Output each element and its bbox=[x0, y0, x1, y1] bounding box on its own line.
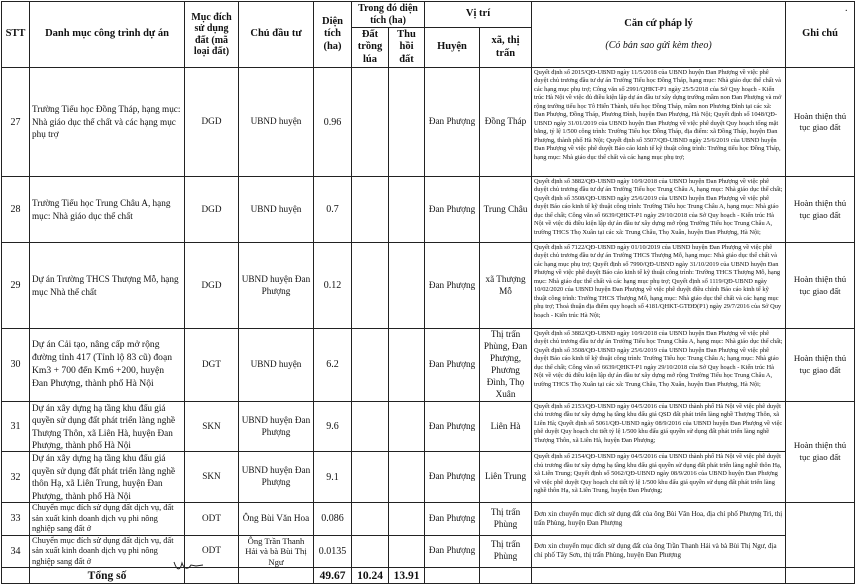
header-project-name: Danh mục công trình dự án bbox=[30, 2, 185, 68]
row-project-name: Trường Tiểu học Đồng Tháp, hạng mục: Nhà giáo dục thể chất và các hạng mục phụ trợ bbox=[30, 68, 185, 177]
row-note: Hoàn thiện thủ tục giao đất bbox=[786, 68, 855, 177]
row-recovered bbox=[389, 68, 425, 177]
header-in-which: Trong đó diện tích (ha) bbox=[352, 2, 425, 28]
row-commune: xã Thượng Mỗ bbox=[480, 243, 532, 329]
header-commune: xã, thị trấn bbox=[480, 28, 532, 68]
header-note: Ghi chú bbox=[786, 2, 855, 68]
row-recovered bbox=[389, 177, 425, 243]
table-row bbox=[2, 329, 855, 402]
row-district: Đan Phượng bbox=[425, 535, 480, 568]
row-note: Hoàn thiện thủ tục giao đất bbox=[786, 329, 855, 402]
row-note: Hoàn thiện thủ tục giao đất bbox=[786, 243, 855, 329]
row-area: 6.2 bbox=[314, 329, 352, 402]
row-investor: Ông Trần Thanh Hải và bà Bùi Thị Ngư bbox=[239, 535, 314, 568]
header-district: Huyện bbox=[425, 28, 480, 68]
table-row bbox=[2, 503, 855, 536]
row-district: Đan Phượng bbox=[425, 401, 480, 452]
row-rice bbox=[352, 401, 389, 452]
row-legal-basis: Quyết định số 7122/QĐ-UBND ngày 01/10/2019 của UBND huyện Đan Phượng về việc phê duyệt chủ trương đầu tư dự án Trường THCS Thượng Mỗ, hạng mục: Nhà giáo dục thể chất và các hạng mục phụ trợ; Quyết định số 7990/QĐ-UBND ngày 31/10/2019 của UBND huyện Đan Phượng về việc phê duyệt Báo cáo kinh tế kỹ thuật công trình: Trường THCS Thượng Mỗ, hạng mục: Nhà giáo dục thể chất và các hạng mục phụ trợ; Quyết định số 1119/QĐ-UBND ngày 10/02/2020 của UBND huyện Đan Phượng về việc phê duyệt điều chỉnh Báo cáo kinh tế kỹ thuật công trình: Trường THCS Thượng Mỗ, hạng mục: Nhà giáo dục thể chất và các hạng mục phụ trợ; Thoả thuận địa điểm quy hoạch số 4181/QHKT-GTĐĐ(P1) ngày 29/7/2016 của Sở Quy hoạch - Kiến trúc Hà Nội; bbox=[532, 243, 786, 329]
row-purpose: ODT bbox=[185, 535, 239, 568]
row-area: 0.7 bbox=[314, 177, 352, 243]
table-row bbox=[2, 452, 855, 503]
row-area: 0.96 bbox=[314, 68, 352, 177]
row-legal-basis: Quyết định số 3882/QĐ-UBND ngày 10/9/2018 của UBND huyện Đan Phượng về việc phê duyệt chủ trương đầu tư dự án Trường Tiểu học Trung Châu A, hạng mục: Nhà giáo dục thể chất; Quyết định số 3508/QĐ-UBND ngày 25/6/2019 của UBND huyện Đan Phượng về việc phê duyệt Báo cáo kinh tế kỹ thuật công trình: Trường Tiểu học Trung Châu A; hạng mục: Nhà giáo dục thể chất; Công văn số 6639/QHKT-P1 ngày 29/10/2018 của Sở Quy hoạch - Kiến trúc Hà Nội về việc đủ điều kiện lập dự án đầu tư xây dựng mở rộng Trường Tiểu học Trung Châu A, trường THCS Thọ Xuân tại các xã: Trung Châu, Thọ Xuân, huyện Đan Phượng, Hà Nội; bbox=[532, 329, 786, 402]
row-area: 0.086 bbox=[314, 503, 352, 536]
row-rice bbox=[352, 503, 389, 536]
row-stt: 29 bbox=[2, 243, 30, 329]
table-row bbox=[2, 243, 855, 329]
row-stt: 33 bbox=[2, 503, 30, 536]
row-legal-basis: Đơn xin chuyển mục đích sử dụng đất của ông Trần Thanh Hải và bà Bùi Thị Ngư, địa chỉ phố Tây Sơn, thị trấn Phùng, huyện Đan Phượng bbox=[532, 535, 786, 568]
row-commune: Liên Trung bbox=[480, 452, 532, 503]
row-investor: UBND huyện bbox=[239, 68, 314, 177]
row-stt: 27 bbox=[2, 68, 30, 177]
row-commune: Thị trấn Phùng, Đan Phượng, Phương Đình, Thọ Xuân bbox=[480, 329, 532, 402]
row-area: 0.0135 bbox=[314, 535, 352, 568]
row-purpose: SKN bbox=[185, 452, 239, 503]
row-investor: UBND huyện Đan Phượng bbox=[239, 243, 314, 329]
header-location: Vị trí bbox=[425, 2, 532, 28]
row-rice bbox=[352, 68, 389, 177]
row-commune: Liên Hà bbox=[480, 401, 532, 452]
row-recovered bbox=[389, 535, 425, 568]
table-row bbox=[2, 177, 855, 243]
row-project-name: Chuyển mục đích sử dụng đất dịch vụ, đất sản xuất kinh doanh dịch vụ phi nông nghiệp sang đất ở bbox=[30, 503, 185, 536]
row-district: Đan Phượng bbox=[425, 329, 480, 402]
row-area: 9.1 bbox=[314, 452, 352, 503]
header-investor: Chủ đầu tư bbox=[239, 2, 314, 68]
row-stt: 31 bbox=[2, 401, 30, 452]
row-recovered bbox=[389, 329, 425, 402]
row-district: Đan Phượng bbox=[425, 68, 480, 177]
row-legal-basis: Quyết định số 2154/QĐ-UBND ngày 04/5/2016 của UBND thành phố Hà Nội về việc phê duyệt chủ trương đầu tư xây dựng hạ tầng khu đấu giá quyền sử dụng đất phát triển làng nghề thôn Hạ, xã Liên Trung; Quyết định số 5062/QĐ-UBND ngày 08/9/2016 của UBND huyện Đan Phượng về việc phê duyệt Quy hoạch chi tiết tỷ lệ 1/500 khu đấu giá quyền sử dụng đất phát triển làng nghề thôn Hạ, xã Liên Trung, huyện Đan Phượng; bbox=[532, 452, 786, 503]
header-recovered-land: Thu hồi đất bbox=[389, 28, 425, 68]
row-rice bbox=[352, 243, 389, 329]
row-project-name: Dự án Trường THCS Thượng Mỗ, hạng mục Nhà thể chất bbox=[30, 243, 185, 329]
header-legal-subtitle: (Có bản sao gửi kèm theo) bbox=[605, 39, 712, 51]
total-area: 49.67 bbox=[314, 568, 352, 584]
header-stt: STT bbox=[2, 2, 30, 68]
row-note bbox=[786, 503, 855, 568]
header-purpose: Mục đích sử dụng đất (mã loại đất) bbox=[185, 2, 239, 68]
project-list-table bbox=[1, 1, 855, 584]
row-recovered bbox=[389, 452, 425, 503]
row-legal-basis: Quyết định số 2015/QĐ-UBND ngày 11/5/2018 của UBND huyện Đan Phượng về việc phê duyệt chủ trương đầu tư dự án Trường Tiểu học Đồng Tháp, hạng mục: Nhà giáo dục thể chất và các hạng mục phụ trợ; Công văn số 2991/QHKT-P1 ngày 25/5/2018 của Sở Quy hoạch - Kiến trúc Hà Nội về việc đủ điều kiện lập dự án đầu tư xây dựng trường mầm non Đan Phượng và mở rộng trường tiểu học Tô Hiến Thành, tiểu học Đồng Tháp, mầm non Phương Đình tại các xã: Đan Phượng, Đồng Tháp, Phương Đình, huyện Đan Phượng, Hà Nội; Quyết định số 1048/QĐ-UBND ngày 31/01/2019 của UBND huyện Đan Phượng về việc phê duyệt Quy hoạch tổng mặt bằng, tỷ lệ 1/500 công trình: Trường Tiểu học Đồng Tháp, địa điểm: xã Đồng Tháp, huyện Đan Phượng, thành phố Hà Nội; Quyết định số 3507/QĐ-UBND ngày 25/6/2019 của UBND huyện Đan Phượng về việc phê duyệt Báo cáo kinh tế kỹ thuật công trình: Trường tiểu học Đồng Tháp, hạng mục: Nhà giáo dục thể chất và các hạng mục phụ trợ; bbox=[532, 68, 786, 177]
row-commune: Trung Châu bbox=[480, 177, 532, 243]
row-area: 0.12 bbox=[314, 243, 352, 329]
row-note: Hoàn thiện thủ tục giao đất bbox=[786, 177, 855, 243]
header-area: Diện tích (ha) bbox=[314, 2, 352, 68]
row-legal-basis: Quyết định số 2153/QĐ-UBND ngày 04/5/2016 của UBND thành phố Hà Nội về việc phê duyệt chủ trương đầu tư xây dựng hạ tầng khu đấu giá QSD đất phát triển làng nghề Thượng Thôn, xã Liên Hà; Quyết định số 5061/QĐ-UBND ngày 08/9/2016 của UBND huyện Đan Phượng về việc phê duyệt Quy hoạch chi tiết tỷ lệ 1/500 khu đấu giá quyền sử dụng đất phát triển làng nghề Thượng Thôn, xã Liên Hà, huyện Đan Phượng; bbox=[532, 401, 786, 452]
row-legal-basis: Đơn xin chuyển mục đích sử dụng đất của ông Bùi Văn Hoa, địa chỉ phố Phượng Trì, thị trấn Phùng, huyện Đan Phượng bbox=[532, 503, 786, 536]
row-rice bbox=[352, 452, 389, 503]
row-purpose: DGT bbox=[185, 329, 239, 402]
row-project-name: Dự án xây dựng hạ tầng khu đấu giá quyền sử dụng đất phát triển làng nghề Thượng Thôn, xã Liên Hà, huyện Đan Phượng, thành phố Hà Nội bbox=[30, 401, 185, 452]
row-stt: 34 bbox=[2, 535, 30, 568]
row-purpose: DGD bbox=[185, 243, 239, 329]
total-label: Tổng số bbox=[30, 568, 185, 584]
row-district: Đan Phượng bbox=[425, 243, 480, 329]
total-rice: 10.24 bbox=[352, 568, 389, 584]
row-purpose: DGD bbox=[185, 177, 239, 243]
row-legal-basis: Quyết định số 3882/QĐ-UBND ngày 10/9/2018 của UBND huyện Đan Phượng về việc phê duyệt chủ trương đầu tư dự án Trường Tiểu học Trung Châu A, hạng mục: Nhà giáo dục thể chất; Quyết định số 3508/QĐ-UBND ngày 25/6/2019 của UBND huyện Đan Phượng về việc phê duyệt Báo cáo kinh tế kỹ thuật công trình: Trường Tiểu học Trung Châu A, hạng mục: Nhà giáo dục thể chất; Công văn số 6639/QHKT-P1 ngày 29/10/2018 của Sở Quy hoạch - Kiến trúc Hà Nội về việc đủ điều kiện lập dự án đầu tư xây dựng mở rộng Trường Tiểu học Trung Châu A, trường THCS Thọ Xuân tại các xã: Trung Châu, Thọ Xuân, huyện Đan Phượng, Hà Nội; bbox=[532, 177, 786, 243]
row-investor: UBND huyện Đan Phượng bbox=[239, 401, 314, 452]
row-purpose: SKN bbox=[185, 401, 239, 452]
handwritten-scribble-icon bbox=[172, 559, 206, 573]
row-commune: Thị trấn Phùng bbox=[480, 503, 532, 536]
row-project-name: Dự án xây dựng hạ tầng khu đấu giá quyền sử dụng đất phát triển làng nghề thôn Hạ, xã Liên Trung, huyện Đan Phượng, thành phố Hà Nội bbox=[30, 452, 185, 503]
table-row bbox=[2, 68, 855, 177]
row-rice bbox=[352, 329, 389, 402]
row-recovered bbox=[389, 243, 425, 329]
row-area: 9.6 bbox=[314, 401, 352, 452]
row-district: Đan Phượng bbox=[425, 177, 480, 243]
row-recovered bbox=[389, 401, 425, 452]
header-rice-land: Đất trồng lúa bbox=[352, 28, 389, 68]
total-row bbox=[2, 568, 855, 584]
row-purpose: ODT bbox=[185, 503, 239, 536]
row-project-name: Dự án Cải tạo, nâng cấp mở rộng đường tỉnh 417 (Tỉnh lộ 83 cũ) đoạn Km3 + 700 đến Km6 +200, huyện Đan Phượng, thành phố Hà Nội bbox=[30, 329, 185, 402]
row-rice bbox=[352, 535, 389, 568]
row-investor: UBND huyện Đan Phượng bbox=[239, 452, 314, 503]
row-investor: UBND huyện bbox=[239, 177, 314, 243]
header-legal-basis bbox=[532, 2, 786, 68]
row-note: Hoàn thiện thủ tục giao đất bbox=[786, 401, 855, 502]
table-row bbox=[2, 401, 855, 452]
row-project-name: Trường Tiểu học Trung Châu A, hạng mục: Nhà giáo dục thể chất bbox=[30, 177, 185, 243]
table-row bbox=[2, 535, 855, 568]
row-project-name: Chuyển mục đích sử dụng đất dịch vụ, đất sản xuất kinh doanh dịch vụ phi nông nghiệp sang đất ở bbox=[30, 535, 185, 568]
row-district: Đan Phượng bbox=[425, 452, 480, 503]
row-recovered bbox=[389, 503, 425, 536]
row-purpose: DGD bbox=[185, 68, 239, 177]
header-legal-title: Căn cứ pháp lý bbox=[624, 17, 693, 29]
row-investor: Ông Bùi Văn Hoa bbox=[239, 503, 314, 536]
row-rice bbox=[352, 177, 389, 243]
row-commune: Đồng Tháp bbox=[480, 68, 532, 177]
row-stt: 30 bbox=[2, 329, 30, 402]
row-commune: Thị trấn Phùng bbox=[480, 535, 532, 568]
row-investor: UBND huyện bbox=[239, 329, 314, 402]
stray-mark: . bbox=[845, 3, 848, 14]
row-stt: 28 bbox=[2, 177, 30, 243]
total-recovered: 13.91 bbox=[389, 568, 425, 584]
row-stt: 32 bbox=[2, 452, 30, 503]
row-district: Đan Phượng bbox=[425, 503, 480, 536]
